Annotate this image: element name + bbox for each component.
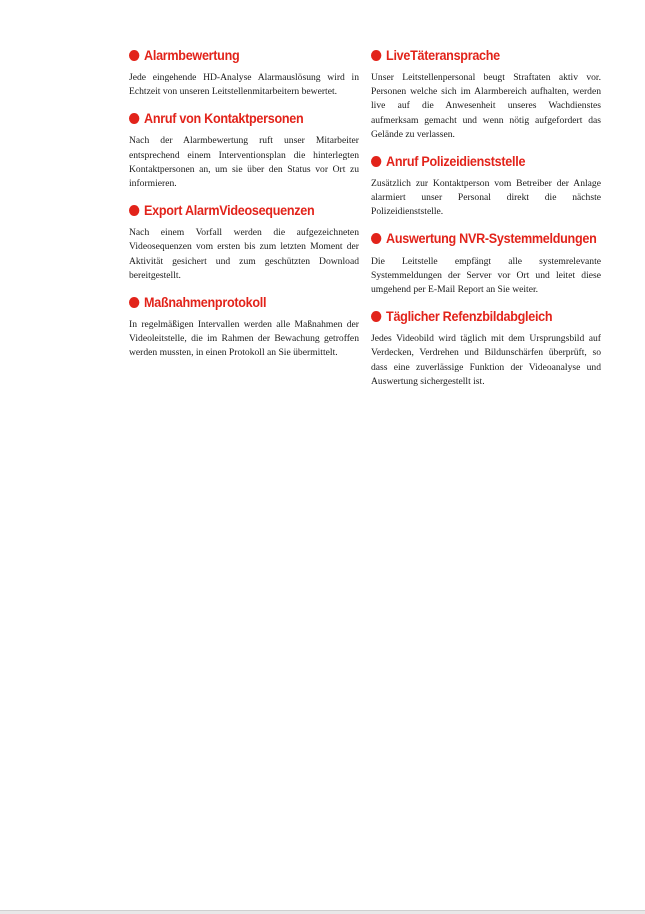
section-title: Export AlarmVideosequenzen bbox=[144, 202, 315, 218]
bullet-icon bbox=[129, 113, 139, 124]
section-title: LiveTäteransprache bbox=[386, 47, 500, 63]
section-text: Nach einem Vorfall werden die aufgezeichneten Videosequenzen vom ersten bis zum letzten Moment der Aktivität gesichert und zum geschützten Download bereitgestellt. bbox=[129, 227, 359, 281]
section-text: In regelmäßigen Intervallen werden alle Maßnahmen der Videoleitstelle, die im Rahmen der Bewachung getroffen werden mussten, in einen Protokoll an Sie übermittelt. bbox=[129, 319, 359, 359]
section-title: Auswertung NVR-Systemmeldungen bbox=[386, 231, 597, 247]
bullet-icon bbox=[371, 156, 381, 167]
page-bottom-edge bbox=[0, 910, 645, 914]
bullet-icon bbox=[129, 50, 139, 61]
section-title: Täglicher Refenzbildabgleich bbox=[386, 308, 553, 324]
bullet-icon bbox=[371, 311, 381, 322]
left-column bbox=[129, 46, 359, 371]
section-referenzbildabgleich bbox=[371, 307, 601, 389]
section-text: Unser Leitstellenpersonal beugt Straftaten aktiv vor. Personen welche sich im Alarmbereich aufhalten, werden live auf die Anwesenheit unseres Wachdienstes aufmerksam gemacht und wenn nötig aufgefordert das Gelände zu verlassen. bbox=[371, 72, 601, 140]
section-title: Anruf Polizeidienststelle bbox=[386, 153, 526, 169]
section-text: Zusätzlich zur Kontaktperson vom Betreiber der Anlage alarmiert unser Personal direkt die nächste Polizeidienststelle. bbox=[371, 178, 601, 218]
section-text: Jedes Videobild wird täglich mit dem Ursprungsbild auf Verdecken, Verdrehen und Bildunschärfen überprüft, so dass eine zuverlässige Funktion der Videoanalyse und Auswertung sichergestellt ist. bbox=[371, 333, 601, 387]
section-text: Jede eingehende HD-Analyse Alarmauslösung wird in Echtzeit von unseren Leitstellenmitarbeitern bewertet. bbox=[129, 72, 359, 98]
section-massnahmenprotokoll bbox=[129, 293, 359, 361]
section-anruf-kontaktpersonen bbox=[129, 109, 359, 191]
bullet-icon bbox=[371, 233, 381, 244]
section-title: Anruf von Kontaktpersonen bbox=[144, 110, 304, 126]
bullet-icon bbox=[129, 205, 139, 216]
section-text: Nach der Alarmbewertung ruft unser Mitarbeiter entsprechend einem Interventionsplan die hinterlegten Kontaktpersonen an, um sie über den Status vor Ort zu informieren. bbox=[129, 135, 359, 190]
section-title: Maßnahmenprotokoll bbox=[144, 294, 267, 310]
section-anruf-polizei bbox=[371, 152, 601, 220]
right-column bbox=[371, 46, 601, 399]
section-text: Die Leitstelle empfängt alle systemrelevante Systemmeldungen der Server vor Ort und leitet diese umgehend per E-Mail Report an Sie weiter. bbox=[371, 255, 601, 296]
section-title: Alarmbewertung bbox=[144, 47, 240, 63]
bullet-icon bbox=[129, 297, 139, 308]
bullet-icon bbox=[371, 50, 381, 61]
section-live-taeteransprache bbox=[371, 46, 601, 142]
section-nvr-systemmeldungen bbox=[371, 230, 601, 298]
section-alarmbewertung bbox=[129, 46, 359, 99]
section-export-videosequenzen bbox=[129, 201, 359, 283]
